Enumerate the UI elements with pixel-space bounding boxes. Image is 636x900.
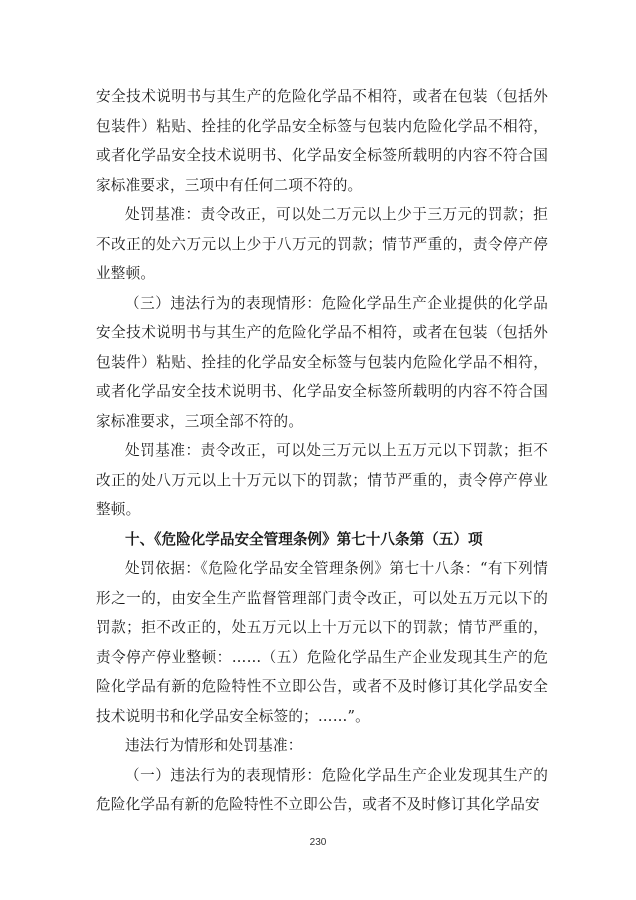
- paragraph-3: （三）违法行为的表现情形：危险化学品生产企业提供的化学品安全技术说明书与其生产的危险化学品不相符，或者在包装（包括外包装件）粘贴、拴挂的化学品安全标签与包装内危险化学品不相符，或者化学品安全技术说明书、化学品安全标签所载明的内容不符合国家标准要求，三项全部不符的。: [96, 294, 548, 430]
- paragraph-4: 处罚基准：责令改正，可以处三万元以上五万元以下罚款；拒不改正的处八万元以上十万元以下的罚款；情节严重的，责令停产停业整顿。: [96, 442, 548, 518]
- paragraph-8: （一）违法行为的表现情形：危险化学品生产企业发现其生产的危险化学品有新的危险特性不立即公告，或者不及时修订其化学品安: [96, 766, 548, 813]
- paragraph-6: 处罚依据：《危险化学品安全管理条例》第七十八条：“有下列情形之一的，由安全生产监督管理部门责令改正，可以处五万元以下的罚款；拒不改正的，处五万元以上十万元以下的罚款；情节严重的，责令停产停业整顿：……（五）危险化学品生产企业发现其生产的危险化学品有新的危险特性不立即公告，或者不及时修订其化学品安全技术说明书和化学品安全标签的；……”。: [96, 560, 548, 725]
- document-page: [96, 82, 548, 820]
- page-number: 230: [309, 837, 327, 848]
- paragraph-2: 处罚基准：责令改正，可以处二万元以上少于三万元的罚款；拒不改正的处六万元以上少于八万元的罚款；情节严重的，责令停产停业整顿。: [96, 206, 548, 282]
- paragraph-1: 安全技术说明书与其生产的危险化学品不相符，或者在包装（包括外包装件）粘贴、拴挂的化学品安全标签与包装内危险化学品不相符，或者化学品安全技术说明书、化学品安全标签所载明的内容不符合国家标准要求，三项中有任何二项不符的。: [96, 88, 548, 194]
- section-heading: 十、《危险化学品安全管理条例》第七十八条第（五）项: [125, 530, 483, 548]
- paragraph-7: 违法行为情形和处罚基准：: [125, 737, 303, 754]
